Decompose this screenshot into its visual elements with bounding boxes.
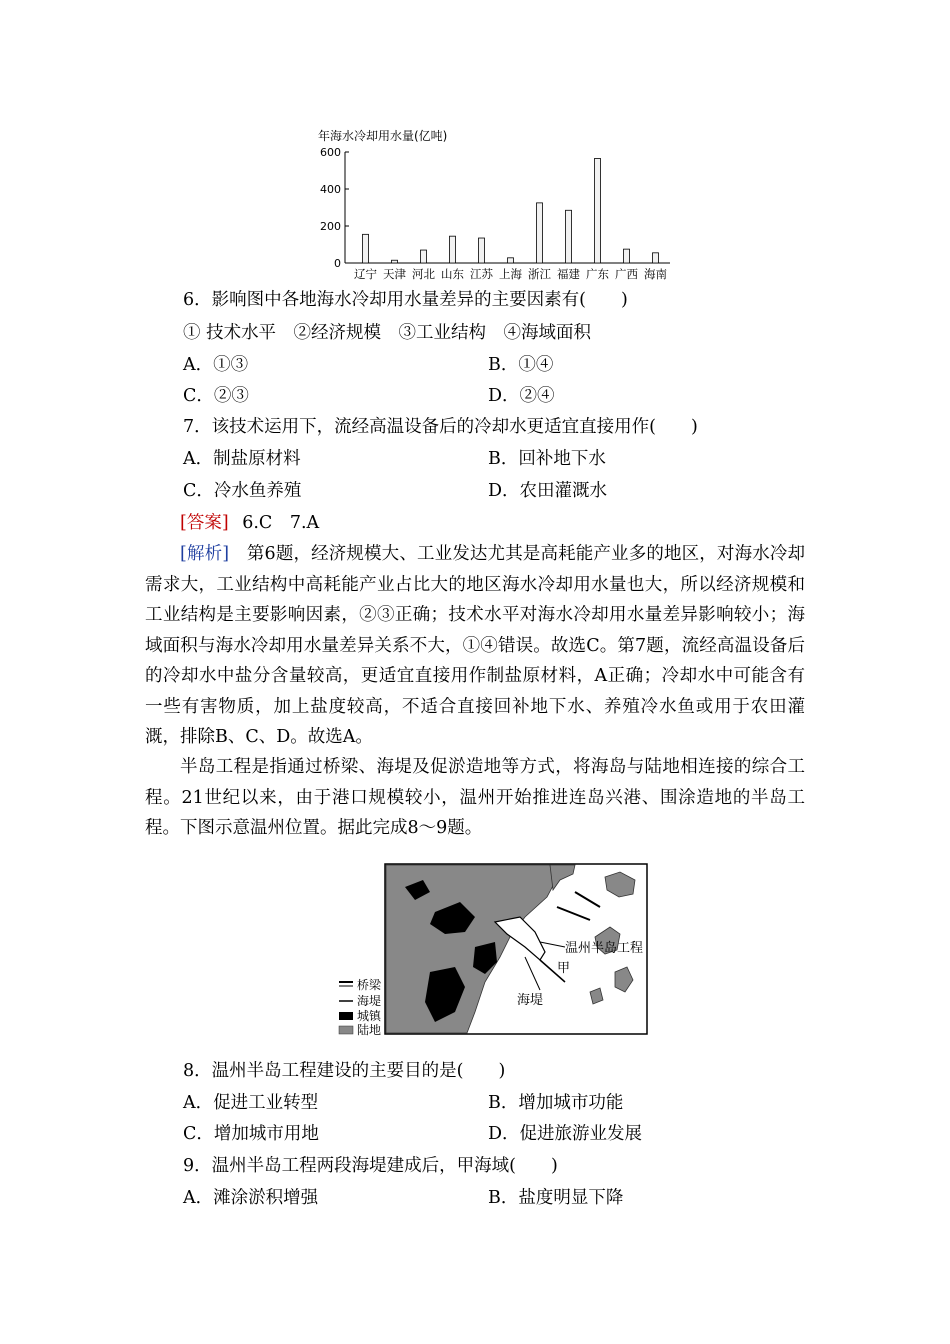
q6-option-a[interactable]: A．①③ [183, 355, 249, 375]
y-tick-label: 400 [320, 183, 341, 196]
analysis-paragraph [145, 539, 805, 753]
label-jia: 甲 [557, 961, 571, 976]
q7-option-a[interactable]: A．制盐原材料 [183, 449, 301, 469]
bar-天津 [392, 260, 398, 263]
x-tick-label: 海南 [644, 267, 667, 281]
x-tick-label: 上海 [499, 267, 522, 281]
q7-option-d[interactable]: D．农田灌溉水 [488, 481, 608, 501]
wenzhou-location-map [335, 862, 650, 1037]
legend-town: 城镇 [357, 1009, 382, 1023]
bar-江苏 [479, 238, 485, 263]
q9-stem: 9．温州半岛工程两段海堤建成后，甲海域( ) [183, 1156, 558, 1176]
answer-text: 6.C 7.A [242, 513, 320, 533]
bar-广东 [595, 158, 601, 263]
label-project: 温州半岛工程 [565, 941, 644, 956]
q9-option-a[interactable]: A．滩涂淤积增强 [183, 1188, 319, 1208]
q7-option-b[interactable]: B．回补地下水 [488, 449, 606, 469]
x-tick-label: 江苏 [470, 267, 493, 281]
cooling-water-bar-chart [300, 122, 690, 282]
legend-town-symbol [339, 1012, 353, 1020]
legend-land-symbol [339, 1026, 353, 1034]
bar-辽宁 [363, 234, 369, 263]
legend-bridge: 桥梁 [357, 978, 382, 992]
q8-stem: 8．温州半岛工程建设的主要目的是( ) [183, 1061, 506, 1081]
x-tick-label: 广东 [586, 267, 609, 281]
answer-line [180, 512, 319, 534]
q6-option-d[interactable]: D．②④ [488, 386, 555, 406]
chart-title: 年海水冷却用水量(亿吨) [318, 129, 448, 143]
x-tick-label: 广西 [615, 267, 638, 281]
x-tick-label: 河北 [412, 267, 435, 281]
intro-paragraph: 半岛工程是指通过桥梁、海堤及促淤造地等方式，将海岛与陆地相连接的综合工程。21世纪以来，由于港口规模较小，温州开始推进连岛兴港、围涂造地的半岛工程。下图示意温州位置。据此完成8～9题。 [145, 757, 805, 838]
q8-option-d[interactable]: D．促进旅游业发展 [488, 1124, 643, 1144]
bar-上海 [508, 258, 514, 263]
q7-option-c[interactable]: C．冷水鱼养殖 [183, 481, 302, 501]
x-tick-label: 福建 [557, 267, 580, 281]
q6-option-b[interactable]: B．①④ [488, 355, 554, 375]
bar-浙江 [537, 203, 543, 263]
bar-山东 [450, 236, 456, 263]
q6-factors: ① 技术水平 ②经济规模 ③工业结构 ④海域面积 [183, 323, 592, 343]
q8-option-a[interactable]: A．促进工业转型 [183, 1093, 319, 1113]
analysis-tag: [解析] [180, 544, 230, 564]
q6-option-c[interactable]: C．②③ [183, 386, 249, 406]
legend-land: 陆地 [357, 1023, 382, 1037]
x-tick-label: 天津 [383, 267, 406, 281]
legend-dike: 海堤 [357, 994, 382, 1008]
x-tick-label: 辽宁 [354, 267, 377, 281]
bar-福建 [566, 210, 572, 263]
q6-stem: 6．影响图中各地海水冷却用水量差异的主要因素有( ) [183, 290, 628, 310]
bar-河北 [421, 250, 427, 263]
x-tick-label: 山东 [441, 267, 464, 281]
q7-stem: 7．该技术运用下，流经高温设备后的冷却水更适宜直接用作( ) [183, 417, 698, 437]
map-legend [339, 977, 382, 1037]
bar-广西 [624, 249, 630, 263]
answer-tag: [答案] [180, 513, 229, 533]
x-tick-label: 浙江 [528, 267, 551, 281]
analysis-text: 第6题，经济规模大、工业发达尤其是高耗能产业多的地区，对海水冷却需求大，工业结构中高耗能产业占比大的地区海水冷却用水量也大，所以经济规模和工业结构是主要影响因素，②③正确；技术水平对海水冷却用水量差异影响较小；海域面积与海水冷却用水量差异关系不大，①④错误。故选C。第7题，流经高温设备后的冷却水中盐分含量较高，更适宜直接用作制盐原材料，A正确；冷却水中可能含有一些有害物质，加上盐度较高，不适合直接回补地下水、养殖冷水鱼或用于农田灌溉，排除B、C、D。故选A。 [145, 544, 806, 747]
q9-option-b[interactable]: B．盐度明显下降 [488, 1188, 624, 1208]
bar-海南 [653, 253, 659, 263]
q8-option-c[interactable]: C．增加城市用地 [183, 1124, 319, 1144]
label-dike: 海堤 [517, 993, 544, 1008]
y-tick-label: 200 [320, 220, 341, 233]
y-tick-label: 0 [334, 257, 341, 270]
y-tick-label: 600 [320, 146, 341, 159]
q8-option-b[interactable]: B．增加城市功能 [488, 1093, 624, 1113]
